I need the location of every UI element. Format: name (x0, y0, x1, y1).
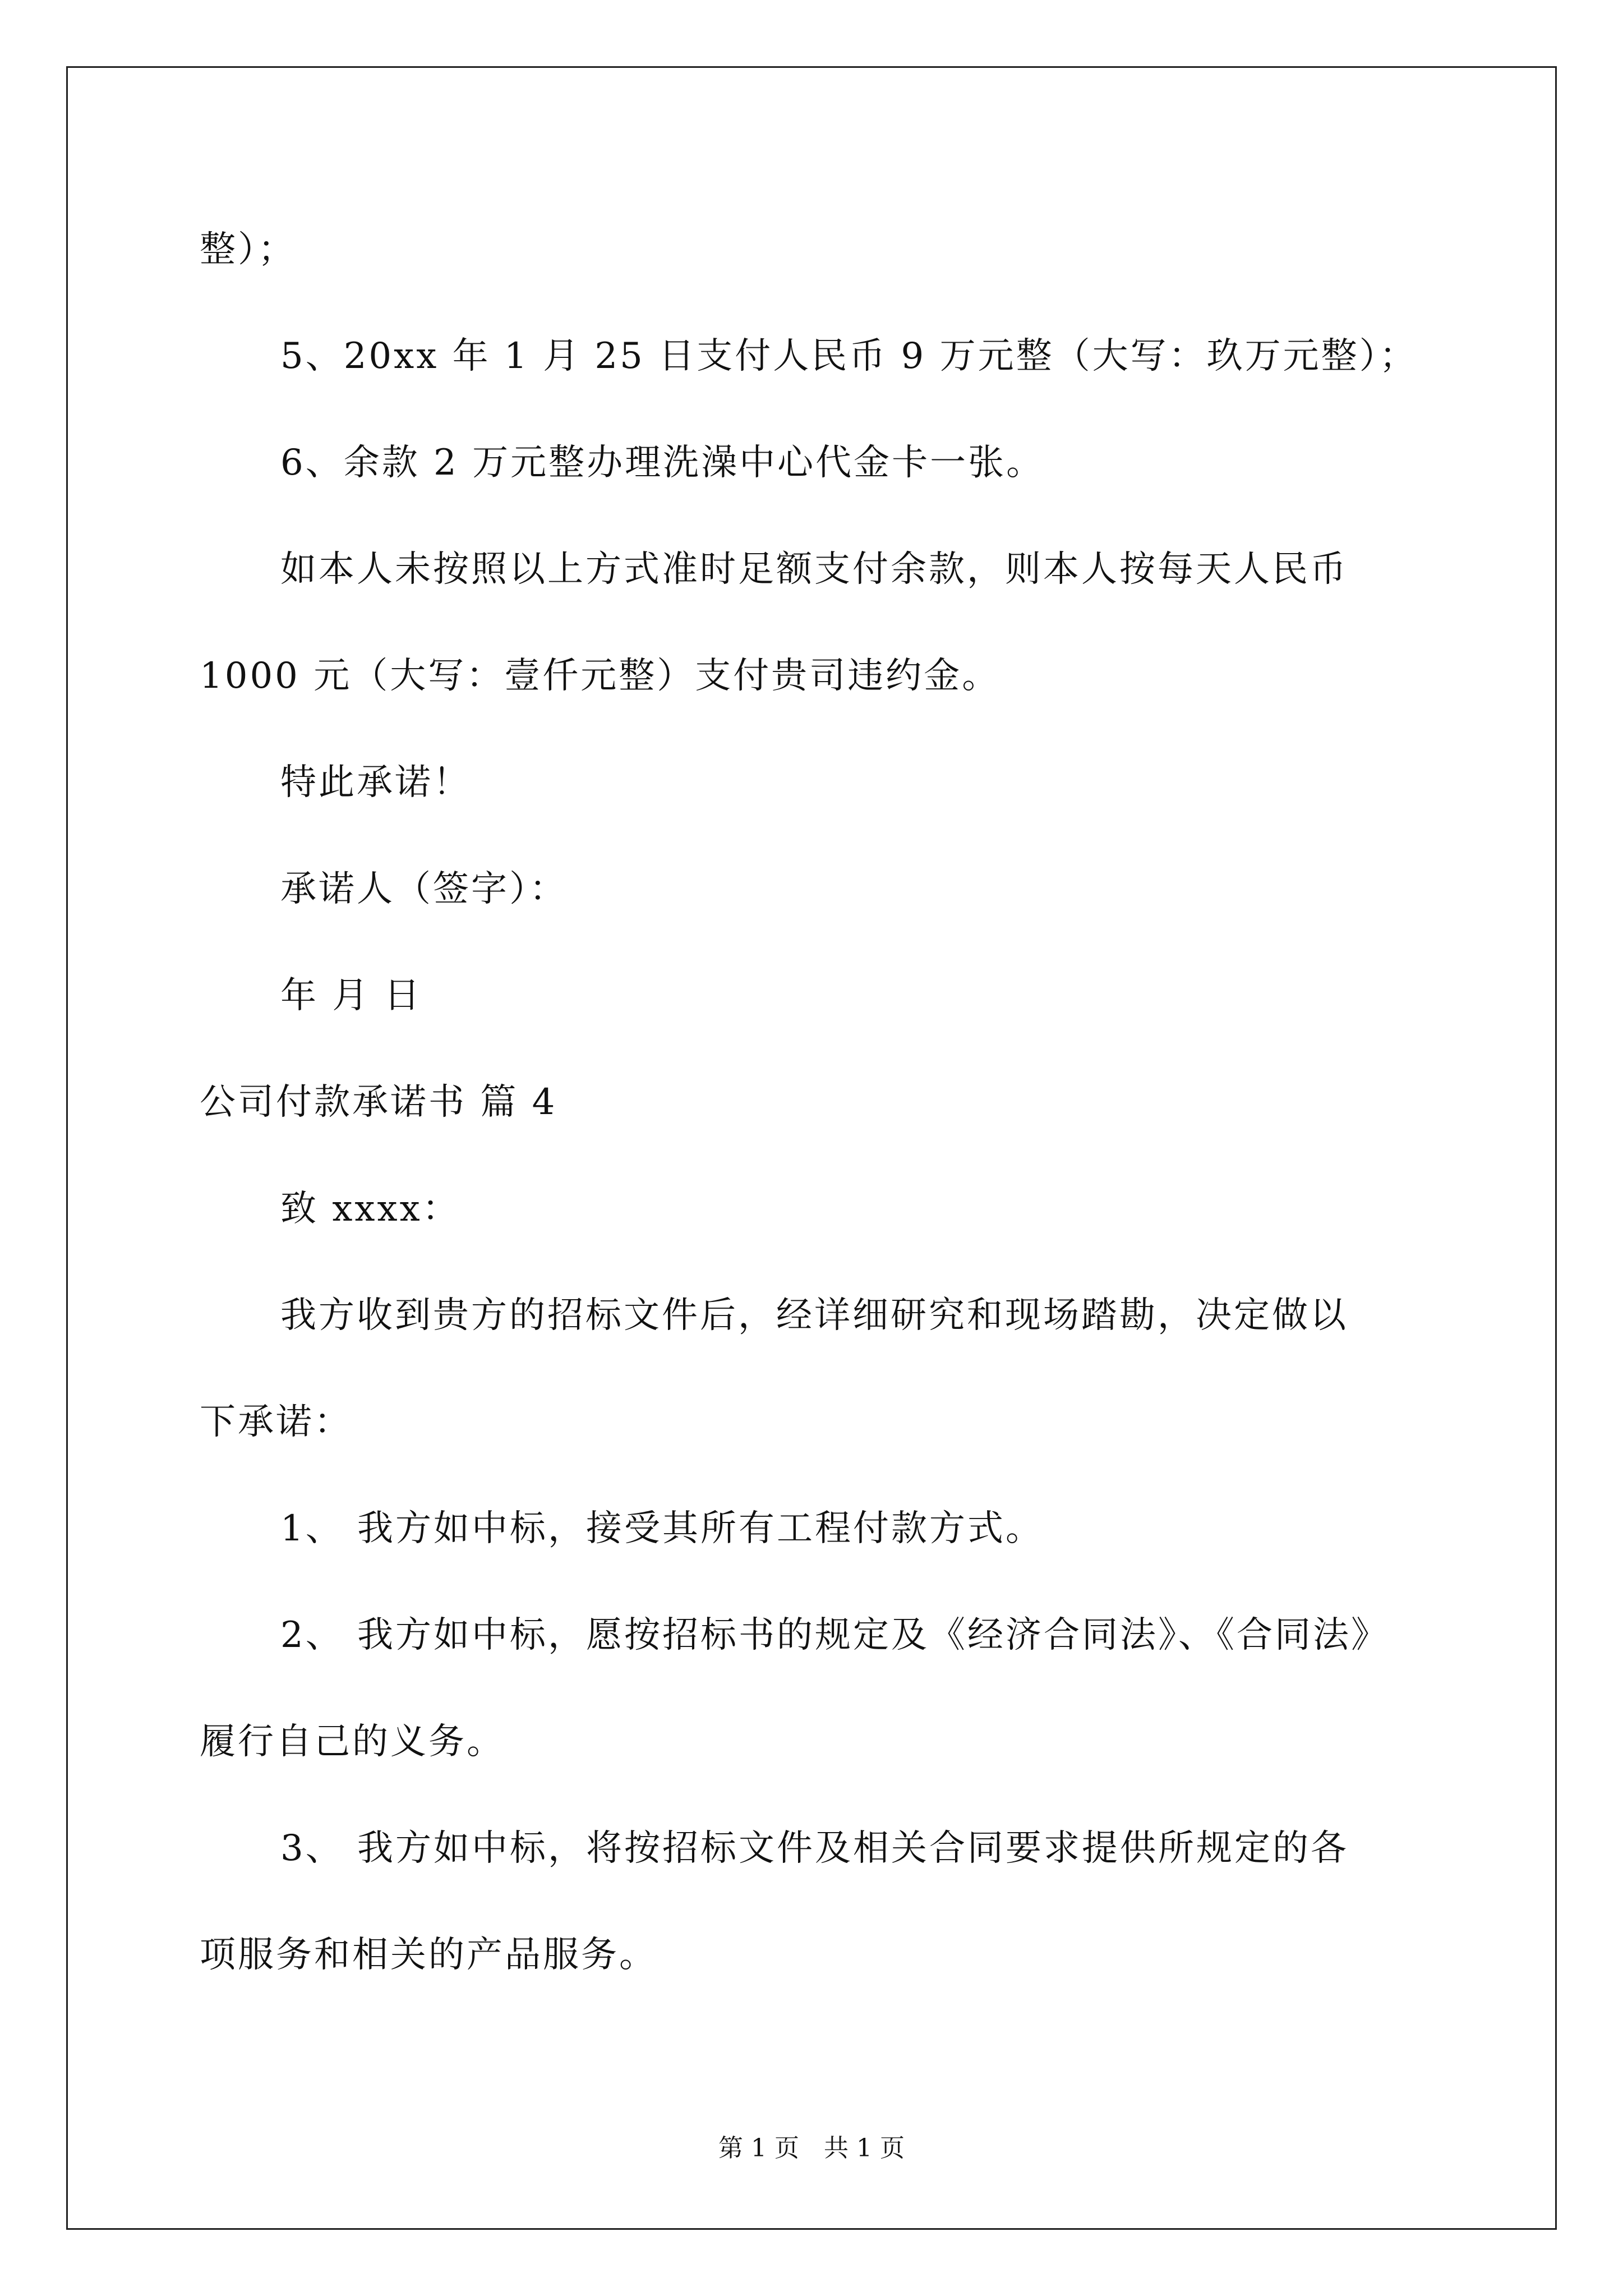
text-line: 项服务和相关的产品服务。 (200, 1934, 657, 1976)
text-line: 6、余款 2 万元整办理洗澡中心代金卡一张。 (280, 442, 1045, 484)
text-line: 5、20xx 年 1 月 25 日支付人民币 9 万元整（大写：玖万元整）； (280, 335, 1418, 377)
text-line: 履行自己的义务。 (200, 1721, 505, 1763)
text-line: 特此承诺！ (280, 762, 471, 803)
page-border (66, 66, 1557, 2230)
text-line: 我方收到贵方的招标文件后，经详细研究和现场踏勘，决定做以 (280, 1295, 1348, 1336)
text-line: 致 xxxx： (280, 1188, 460, 1230)
text-line: 承诺人（签字）： (280, 868, 568, 910)
text-line: 1、 我方如中标，接受其所有工程付款方式。 (280, 1508, 1044, 1549)
text-line: 2、 我方如中标，愿按招标书的规定及《经济合同法》、《合同法》 (280, 1614, 1390, 1656)
text-line: 3、 我方如中标，将按招标文件及相关合同要求提供所规定的各 (280, 1828, 1349, 1869)
text-line: 整）； (200, 229, 296, 270)
text-line: 年 月 日 (280, 975, 422, 1016)
section-heading: 公司付款承诺书 篇 4 (200, 1082, 557, 1123)
text-line: 下承诺： (200, 1401, 352, 1443)
text-line: 如本人未按照以上方式准时足额支付余款，则本人按每天人民币 (280, 549, 1348, 590)
text-line: 1000 元（大写：壹仟元整）支付贵司违约金。 (200, 655, 1000, 697)
page-number: 第 1 页 共 1 页 (718, 2134, 905, 2162)
